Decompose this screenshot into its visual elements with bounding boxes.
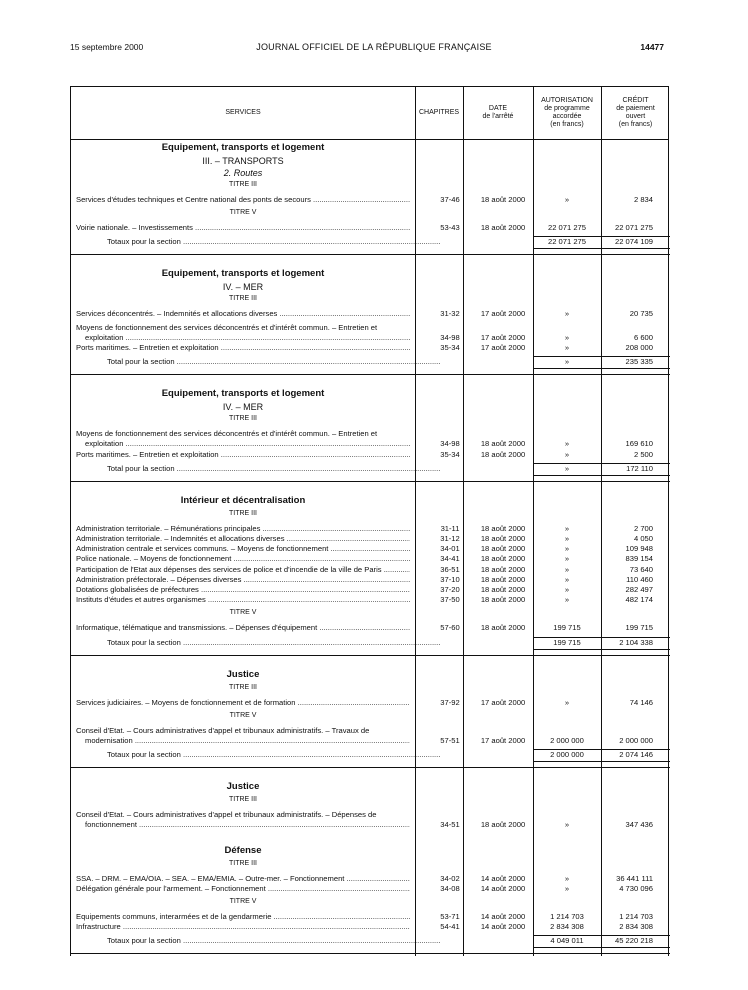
heading-text: TITRE III [229, 683, 257, 691]
chapitre-value: 35-34 [440, 343, 460, 352]
credit-value: 2 500 [633, 449, 653, 459]
autorisation-value: » [564, 195, 570, 204]
date-value: 14 août 2000 [480, 912, 526, 921]
col-header-autorisation: AUTORISATION de programme accordée (en francs) [541, 97, 593, 128]
section-heading [71, 389, 670, 400]
total-label: Totaux pour la section ..... [107, 936, 441, 946]
heading-text: TITRE III [229, 181, 257, 188]
section-heading [71, 897, 670, 908]
date-value: 18 août 2000 [480, 523, 526, 533]
date-value: 17 août 2000 [480, 736, 526, 745]
table-row [71, 736, 670, 747]
credit-value: 347 436 [625, 820, 653, 830]
credit-value: 22 074 109 [614, 237, 653, 247]
service-label: Administration territoriale. – Indemnités et allocations diverses ..... [76, 534, 410, 544]
chapitre-value: 53-71 [440, 912, 460, 921]
autorisation-value: » [564, 449, 570, 459]
credit-value: 74 146 [629, 697, 653, 707]
chapitre-value: 37-50 [440, 595, 460, 605]
credit-value: 110 460 [626, 574, 653, 584]
heading-text: Justice [226, 668, 260, 680]
section-divider [71, 953, 670, 954]
total-row [71, 750, 670, 761]
chapitre-value: 31-11 [440, 523, 460, 533]
service-label: Moyens de fonctionnement des services déconcentrés et d'intérêt commun. – Entretien et [76, 429, 378, 439]
autorisation-value: 22 071 275 [547, 223, 586, 233]
heading-text: TITRE III [229, 796, 257, 804]
service-label: Participation de l'Etat aux dépenses des services de police et d'incendie de la ville de Paris ..... [76, 565, 410, 575]
autorisation-value: » [564, 534, 570, 543]
date-value: 18 août 2000 [480, 534, 526, 543]
service-label: Conseil d'Etat. – Cours administratives d'appel et tribunaux administratifs. – Dépenses de [76, 810, 377, 820]
chapitre-value: 34-98 [440, 332, 460, 342]
col-header-chapitres: CHAPITRES [418, 109, 460, 116]
chapitre-value: 37-92 [440, 697, 460, 707]
heading-text: 2. Routes [223, 168, 263, 178]
service-label: Equipements communs, interarmées et de la gendarmerie ..... [76, 912, 410, 922]
total-label: Total pour la section ..... [107, 357, 441, 367]
heading-text: Défense [224, 844, 262, 856]
heading-text: IV. – MER [222, 402, 264, 413]
service-label: Voirie nationale. – Investissements ..... [76, 223, 410, 233]
credit-value: 109 948 [625, 544, 653, 554]
col-header-services: SERVICES [225, 109, 261, 116]
service-label: Services déconcentrés. – Indemnités et allocations diverses ..... [76, 309, 410, 319]
autorisation-value: 2 834 308 [550, 922, 584, 932]
section-divider [71, 481, 670, 482]
service-label: SSA. – DRM. – EMA/OIA. – SEA. – EMA/EMIA. – Outre-mer. – Fonctionnement ..... [76, 874, 410, 884]
service-label: Administration préfectorale. – Dépenses diverses ..... [76, 575, 410, 585]
section-heading [71, 670, 670, 681]
total-label: Total pour la section ..... [107, 464, 441, 474]
service-label: Police nationale. – Moyens de fonctionnement ..... [76, 554, 410, 564]
section-divider [71, 254, 670, 255]
heading-text: TITRE III [229, 295, 257, 303]
service-label: Conseil d'Etat. – Cours administratives d'appel et tribunaux administratifs. – Travaux de [76, 725, 370, 735]
service-label: exploitation ..... [85, 439, 410, 449]
credit-value: 208 000 [625, 343, 653, 352]
service-label: Dotations globalisées de préfectures ..... [76, 585, 410, 595]
heading-text: TITRE III [229, 859, 257, 867]
date-value: 18 août 2000 [480, 554, 526, 564]
service-label: Délégation générale pour l'armement. – Fonctionnement ..... [76, 884, 410, 894]
journal-title: JOURNAL OFFICIEL DE LA RÉPUBLIQUE FRANÇAISE [256, 42, 492, 52]
heading-text: Equipement, transports et logement [161, 142, 325, 153]
heading-text: TITRE V [229, 711, 257, 719]
heading-text: TITRE III [229, 509, 257, 517]
section-heading [71, 414, 670, 425]
autorisation-value: 1 214 703 [550, 912, 584, 921]
total-row [71, 936, 670, 947]
section-heading [71, 156, 670, 167]
chapitre-value: 37-46 [440, 195, 460, 204]
table-row [71, 450, 670, 461]
chapitre-value: 54-41 [440, 922, 460, 932]
section-heading [71, 846, 670, 857]
chapitre-value: 34-02 [440, 873, 460, 883]
section-heading [71, 143, 670, 154]
table-row [71, 223, 670, 234]
autorisation-value: » [564, 595, 570, 605]
date-value: 17 août 2000 [480, 309, 526, 319]
chapitre-value: 34-08 [440, 883, 460, 893]
autorisation-value: 199 715 [553, 623, 581, 633]
service-label: Infrastructure ..... [76, 922, 410, 932]
table-row [71, 623, 670, 634]
autorisation-value: » [564, 439, 570, 449]
service-label: fonctionnement ..... [85, 820, 410, 830]
table-row [71, 343, 670, 354]
service-label: Informatique, télématique and transmissions. – Dépenses d'équipement ..... [76, 623, 410, 633]
heading-text: TITRE V [229, 609, 257, 617]
section-heading [71, 168, 670, 179]
date-value: 18 août 2000 [480, 595, 526, 605]
table-row [71, 820, 670, 831]
date-value: 18 août 2000 [480, 449, 526, 459]
table-row [71, 195, 670, 206]
credit-value: 20 735 [629, 309, 653, 319]
chapitre-value: 34-98 [440, 439, 460, 449]
autorisation-value: » [564, 544, 570, 554]
credit-value: 172 110 [626, 463, 653, 473]
heading-text: Intérieur et décentralisation [180, 494, 306, 506]
chapitre-value: 34-01 [440, 544, 460, 554]
section-heading [71, 509, 670, 520]
credit-value: 45 220 218 [614, 936, 653, 946]
credit-value: 2 834 [633, 195, 653, 204]
credit-value: 199 715 [625, 623, 653, 633]
chapitre-value: 37-20 [440, 585, 460, 594]
total-rule [533, 368, 670, 369]
chapitre-value: 35-34 [440, 449, 460, 459]
credit-value: 839 154 [625, 554, 653, 564]
service-label: Instituts d'études et autres organismes ..... [76, 595, 410, 605]
autorisation-value: » [564, 357, 570, 367]
date-value: 18 août 2000 [480, 195, 526, 204]
credit-value: 4 730 096 [619, 883, 653, 893]
chapitre-value: 53-43 [440, 223, 460, 233]
date-value: 18 août 2000 [480, 439, 526, 449]
service-label: Ports maritimes. – Entretien et exploitation ..... [76, 343, 410, 353]
section-heading [71, 795, 670, 806]
section-heading [71, 282, 670, 293]
autorisation-value: » [564, 585, 570, 594]
heading-text: Equipement, transports et logement [161, 268, 325, 280]
chapitre-value: 57-60 [440, 623, 460, 633]
heading-text: TITRE V [229, 209, 257, 217]
chapitre-value: 36-51 [440, 564, 460, 574]
section-divider [71, 374, 670, 375]
col-header-date: DATE de l'arrêté [482, 105, 514, 120]
heading-text: III. – TRANSPORTS [202, 156, 284, 166]
date-value: 18 août 2000 [480, 564, 526, 574]
credits-table [70, 86, 669, 956]
autorisation-value: » [564, 523, 570, 533]
date-value: 17 août 2000 [480, 343, 526, 352]
credit-value: 2 104 338 [619, 637, 653, 647]
page-number: 14477 [640, 42, 664, 52]
table-row [71, 595, 670, 606]
autorisation-value: » [564, 332, 570, 342]
table-row [71, 922, 670, 933]
chapitre-value: 31-32 [440, 309, 460, 319]
credit-value: 6 600 [633, 332, 653, 342]
autorisation-value: » [564, 697, 570, 707]
date-value: 18 août 2000 [480, 623, 526, 633]
heading-text: TITRE V [229, 898, 257, 905]
section-heading [71, 782, 670, 793]
date-value: 18 août 2000 [480, 223, 526, 233]
heading-text: Equipement, transports et logement [161, 388, 325, 400]
credit-value: 73 640 [629, 564, 653, 574]
date-value: 17 août 2000 [480, 697, 526, 707]
section-heading [71, 711, 670, 722]
total-label: Totaux pour la section ..... [107, 638, 441, 648]
date-value: 18 août 2000 [480, 574, 526, 584]
section-heading [71, 180, 670, 191]
total-rule [533, 947, 670, 948]
section-divider [71, 767, 670, 768]
chapitre-value: 31-12 [440, 534, 460, 543]
section-heading [71, 859, 670, 870]
credit-value: 235 335 [625, 357, 653, 367]
credit-value: 36 441 111 [616, 873, 653, 883]
autorisation-value: 4 049 011 [550, 936, 584, 946]
table-row [71, 698, 670, 709]
heading-text: TITRE III [229, 415, 257, 423]
table-row [71, 309, 670, 320]
section-heading [71, 402, 670, 413]
autorisation-value: » [564, 309, 570, 319]
chapitre-value: 34-41 [440, 554, 460, 564]
credit-value: 2 834 308 [619, 922, 653, 932]
date-value: 18 août 2000 [480, 585, 526, 594]
service-label: exploitation ..... [85, 333, 410, 343]
autorisation-value: » [564, 564, 570, 574]
total-row [71, 357, 670, 368]
section-divider [71, 655, 670, 656]
service-label: Services judiciaires. – Moyens de fonctionnement et de formation ..... [76, 698, 410, 708]
col-header-credit: CRÉDIT de paiement ouvert (en francs) [616, 97, 655, 128]
chapitre-value: 37-10 [440, 574, 460, 584]
credit-value: 169 610 [625, 439, 653, 449]
service-label: Ports maritimes. – Entretien et exploitation ..... [76, 450, 410, 460]
autorisation-value: » [564, 554, 570, 564]
header-divider [71, 139, 668, 140]
date-value: 14 août 2000 [480, 922, 526, 932]
autorisation-value: 22 071 275 [547, 237, 586, 247]
autorisation-value: » [564, 883, 570, 893]
total-rule [533, 475, 670, 476]
date-value: 17 août 2000 [480, 332, 526, 342]
autorisation-value: 199 715 [553, 637, 581, 647]
service-label: Administration centrale et services communs. – Moyens de fonctionnement ..... [76, 544, 410, 554]
section-heading [71, 294, 670, 305]
credit-value: 22 071 275 [614, 223, 653, 233]
section-heading [71, 208, 670, 219]
credit-value: 4 050 [633, 534, 653, 543]
date-value: 14 août 2000 [480, 873, 526, 883]
table-row [71, 884, 670, 895]
chapitre-value: 34-51 [440, 820, 460, 830]
heading-text: Justice [226, 781, 260, 793]
total-row [71, 638, 670, 649]
autorisation-value: » [564, 463, 570, 473]
service-label: modernisation ..... [85, 736, 410, 746]
autorisation-value: 2 000 000 [550, 736, 584, 745]
section-heading [71, 496, 670, 507]
credit-value: 2 700 [633, 523, 653, 533]
header-date: 15 septembre 2000 [70, 42, 144, 52]
autorisation-value: » [564, 343, 570, 352]
total-rule [533, 761, 670, 762]
date-value: 18 août 2000 [480, 820, 526, 830]
heading-text: IV. – MER [222, 282, 264, 293]
section-heading [71, 683, 670, 694]
page-header [0, 0, 748, 60]
total-row [71, 237, 670, 248]
autorisation-value: » [564, 873, 570, 883]
section-heading [71, 608, 670, 619]
service-label: Moyens de fonctionnement des services déconcentrés et d'intérêt commun. – Entretien et [76, 322, 378, 332]
service-label: Administration territoriale. – Rémunérations principales ..... [76, 524, 410, 534]
autorisation-value: » [564, 574, 570, 584]
credit-value: 2 000 000 [619, 736, 653, 745]
credit-value: 1 214 703 [619, 912, 653, 921]
section-heading [71, 269, 670, 280]
total-label: Totaux pour la section ..... [107, 750, 441, 760]
autorisation-value: » [564, 820, 570, 830]
date-value: 18 août 2000 [480, 544, 526, 554]
date-value: 14 août 2000 [480, 883, 526, 893]
total-label: Totaux pour la section ..... [107, 237, 441, 247]
credit-value: 282 497 [625, 585, 653, 594]
total-rule [533, 649, 670, 650]
credit-value: 482 174 [625, 595, 653, 605]
total-row [71, 464, 670, 475]
chapitre-value: 57-51 [440, 736, 460, 745]
total-rule [533, 248, 670, 249]
service-label: Services d'études techniques et Centre national des ponts de secours ..... [76, 195, 410, 205]
autorisation-value: 2 000 000 [550, 750, 584, 760]
credit-value: 2 074 146 [619, 750, 653, 760]
